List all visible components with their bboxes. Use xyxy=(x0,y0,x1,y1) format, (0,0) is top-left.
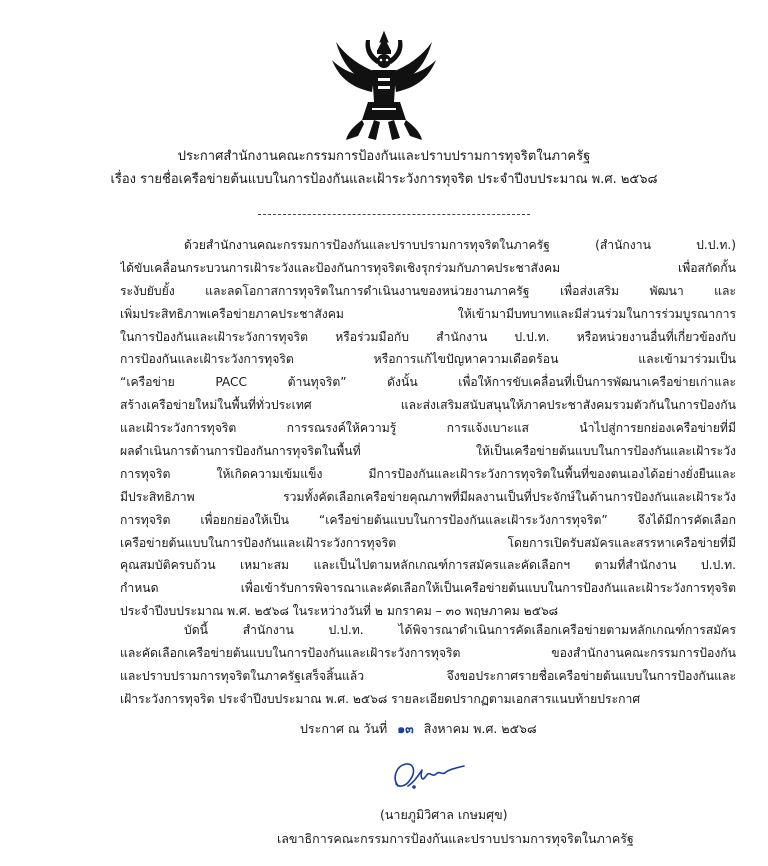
issue-date xyxy=(300,719,537,739)
body-paragraph-1 xyxy=(120,234,736,623)
text-line: เฝ้าระวังการทุจริต ประจำปีงบประมาณ พ.ศ. ๒๕๖๘ รายละเอียดปรากฏตามเอกสารแนบท้ายประกาศ xyxy=(120,691,641,706)
text-line: ด้วยสำนักงานคณะกรรมการป้องกันและปราบปรามการทุจริตในภาครัฐ (สำนักงาน ป.ป.ท.) xyxy=(184,238,736,252)
text-line: ระงับยับยั้ง และลดโอกาสการทุจริตในการดำเนินงานของหน่วยงานภาครัฐ เพื่อส่งเสริม พัฒนา และ xyxy=(120,283,736,298)
issue-date-prefix: ประกาศ ณ วันที่ xyxy=(300,721,388,736)
text-line: ประจำปีงบประมาณ พ.ศ. ๒๕๖๘ ในระหว่างวันที่ ๒ มกราคม – ๓๐ พฤษภาคม ๒๕๖๘ xyxy=(120,604,559,619)
text-line: และคัดเลือกเครือข่ายต้นแบบในการป้องกันและเฝ้าระวังการทุจริต ของสำนักงานคณะกรรมการป้องกัน xyxy=(120,645,736,660)
text-line: เครือข่ายต้นแบบในการป้องกันและเฝ้าระวังการทุจริต โดยการเปิดรับสมัครและสรรหาเครือข่ายที่มี xyxy=(120,535,736,550)
issue-day-handwritten: ๑๓ xyxy=(397,721,414,736)
text-line: และปราบปรามการทุจริตในภาครัฐเสร็จสิ้นแล้ว จึงขอประกาศรายชื่อเครือข่ายต้นแบบในการป้องกันและ xyxy=(120,668,736,683)
handwritten-signature xyxy=(386,756,470,798)
garuda-emblem-icon xyxy=(328,28,440,146)
text-line: การทุจริต ให้เกิดความเข้มแข็ง มีการป้องกันและเฝ้าระวังการทุจริตในพื้นที่ของตนเองได้อย่างยั่งยืนและ xyxy=(120,466,736,481)
text-line: “เครือข่าย PACC ต้านทุจริต” ดังนั้น เพื่อให้การขับเคลื่อนที่เป็นการพัฒนาเครือข่ายเก่าและ xyxy=(120,375,736,390)
text-line: การป้องกันและเฝ้าระวังการทุจริต หรือการแก้ไขปัญหาความเดือดร้อน และเข้ามาร่วมเป็น xyxy=(120,352,736,367)
body-paragraph-2 xyxy=(120,619,736,711)
text-line: ในการป้องกันและเฝ้าระวังการทุจริต หรือร่วมมือกับ สำนักงาน ป.ป.ท. หรือหน่วยงานอื่นที่เกี่ยวข้องกับ xyxy=(120,329,736,344)
text-line: สร้างเครือข่ายใหม่ในพื้นที่ทั่วประเทศ และส่งเสริมสนับสนุนให้ภาคประชาสังคมรวมตัวกันในการป้องกัน xyxy=(120,398,736,413)
signer-position: เลขาธิการคณะกรรมการป้องกันและปราบปรามการทุจริตในภาครัฐ xyxy=(277,831,634,846)
text-line: และเฝ้าระวังการทุจริต การรณรงค์ให้ความรู้ การแจ้งเบาะแส นำไปสู่การยกย่องเครือข่ายที่มี xyxy=(120,421,736,436)
text-line: ได้ขับเคลื่อนกระบวนการเฝ้าระวังและป้องกันการทุจริตเชิงรุกร่วมกับภาคประชาสังคม เพื่อสกัดกั้น xyxy=(120,260,736,275)
issue-date-suffix: สิงหาคม พ.ศ. ๒๕๖๘ xyxy=(423,721,537,736)
title-divider xyxy=(258,214,530,215)
text-line: บัดนี้ สำนักงาน ป.ป.ท. ได้พิจารณาดำเนินการคัดเลือกเครือข่ายตามหลักเกณฑ์การสมัคร xyxy=(184,623,736,637)
text-line: การทุจริต เพื่อยกย่องให้เป็น “เครือข่ายต้นแบบในการป้องกันและเฝ้าระวังการทุจริต” จึงได้มีการคัดเลือก xyxy=(120,512,736,527)
text-line: กำหนด เพื่อเข้ารับการพิจารณาและคัดเลือกให้เป็นเครือข่ายต้นแบบในการป้องกันและเฝ้าระวังการทุจริต xyxy=(120,581,736,596)
signer-name: (นายภูมิวิศาล เกษมศุข) xyxy=(380,807,508,822)
text-line: คุณสมบัติครบถ้วน เหมาะสม และเป็นไปตามหลักเกณฑ์การสมัครและคัดเลือกฯ ตามที่สำนักงาน ป.ป.ท. xyxy=(120,558,736,573)
text-line: มีประสิทธิภาพ รวมทั้งคัดเลือกเครือข่ายคุณภาพที่มีผลงานเป็นที่ประจักษ์ในด้านการป้องกันและเฝ้าระวัง xyxy=(120,489,736,504)
announcement-subject: เรื่อง รายชื่อเครือข่ายต้นแบบในการป้องกันและเฝ้าระวังการทุจริต ประจำปีงบประมาณ พ.ศ. ๒๕๖๘ xyxy=(110,172,658,187)
announcement-title: ประกาศสำนักงานคณะกรรมการป้องกันและปราบปรามการทุจริตในภาครัฐ xyxy=(177,149,591,164)
text-line: เพิ่มประสิทธิภาพเครือข่ายภาคประชาสังคม ให้เข้ามามีบทบาทและมีส่วนร่วมในการร่วมบูรณาการ xyxy=(120,306,736,321)
text-line: ผลดำเนินการต้านการป้องกันการทุจริตในพื้นที่ ให้เป็นเครือข่ายต้นแบบในการป้องกันและเฝ้าระวัง xyxy=(120,444,736,459)
